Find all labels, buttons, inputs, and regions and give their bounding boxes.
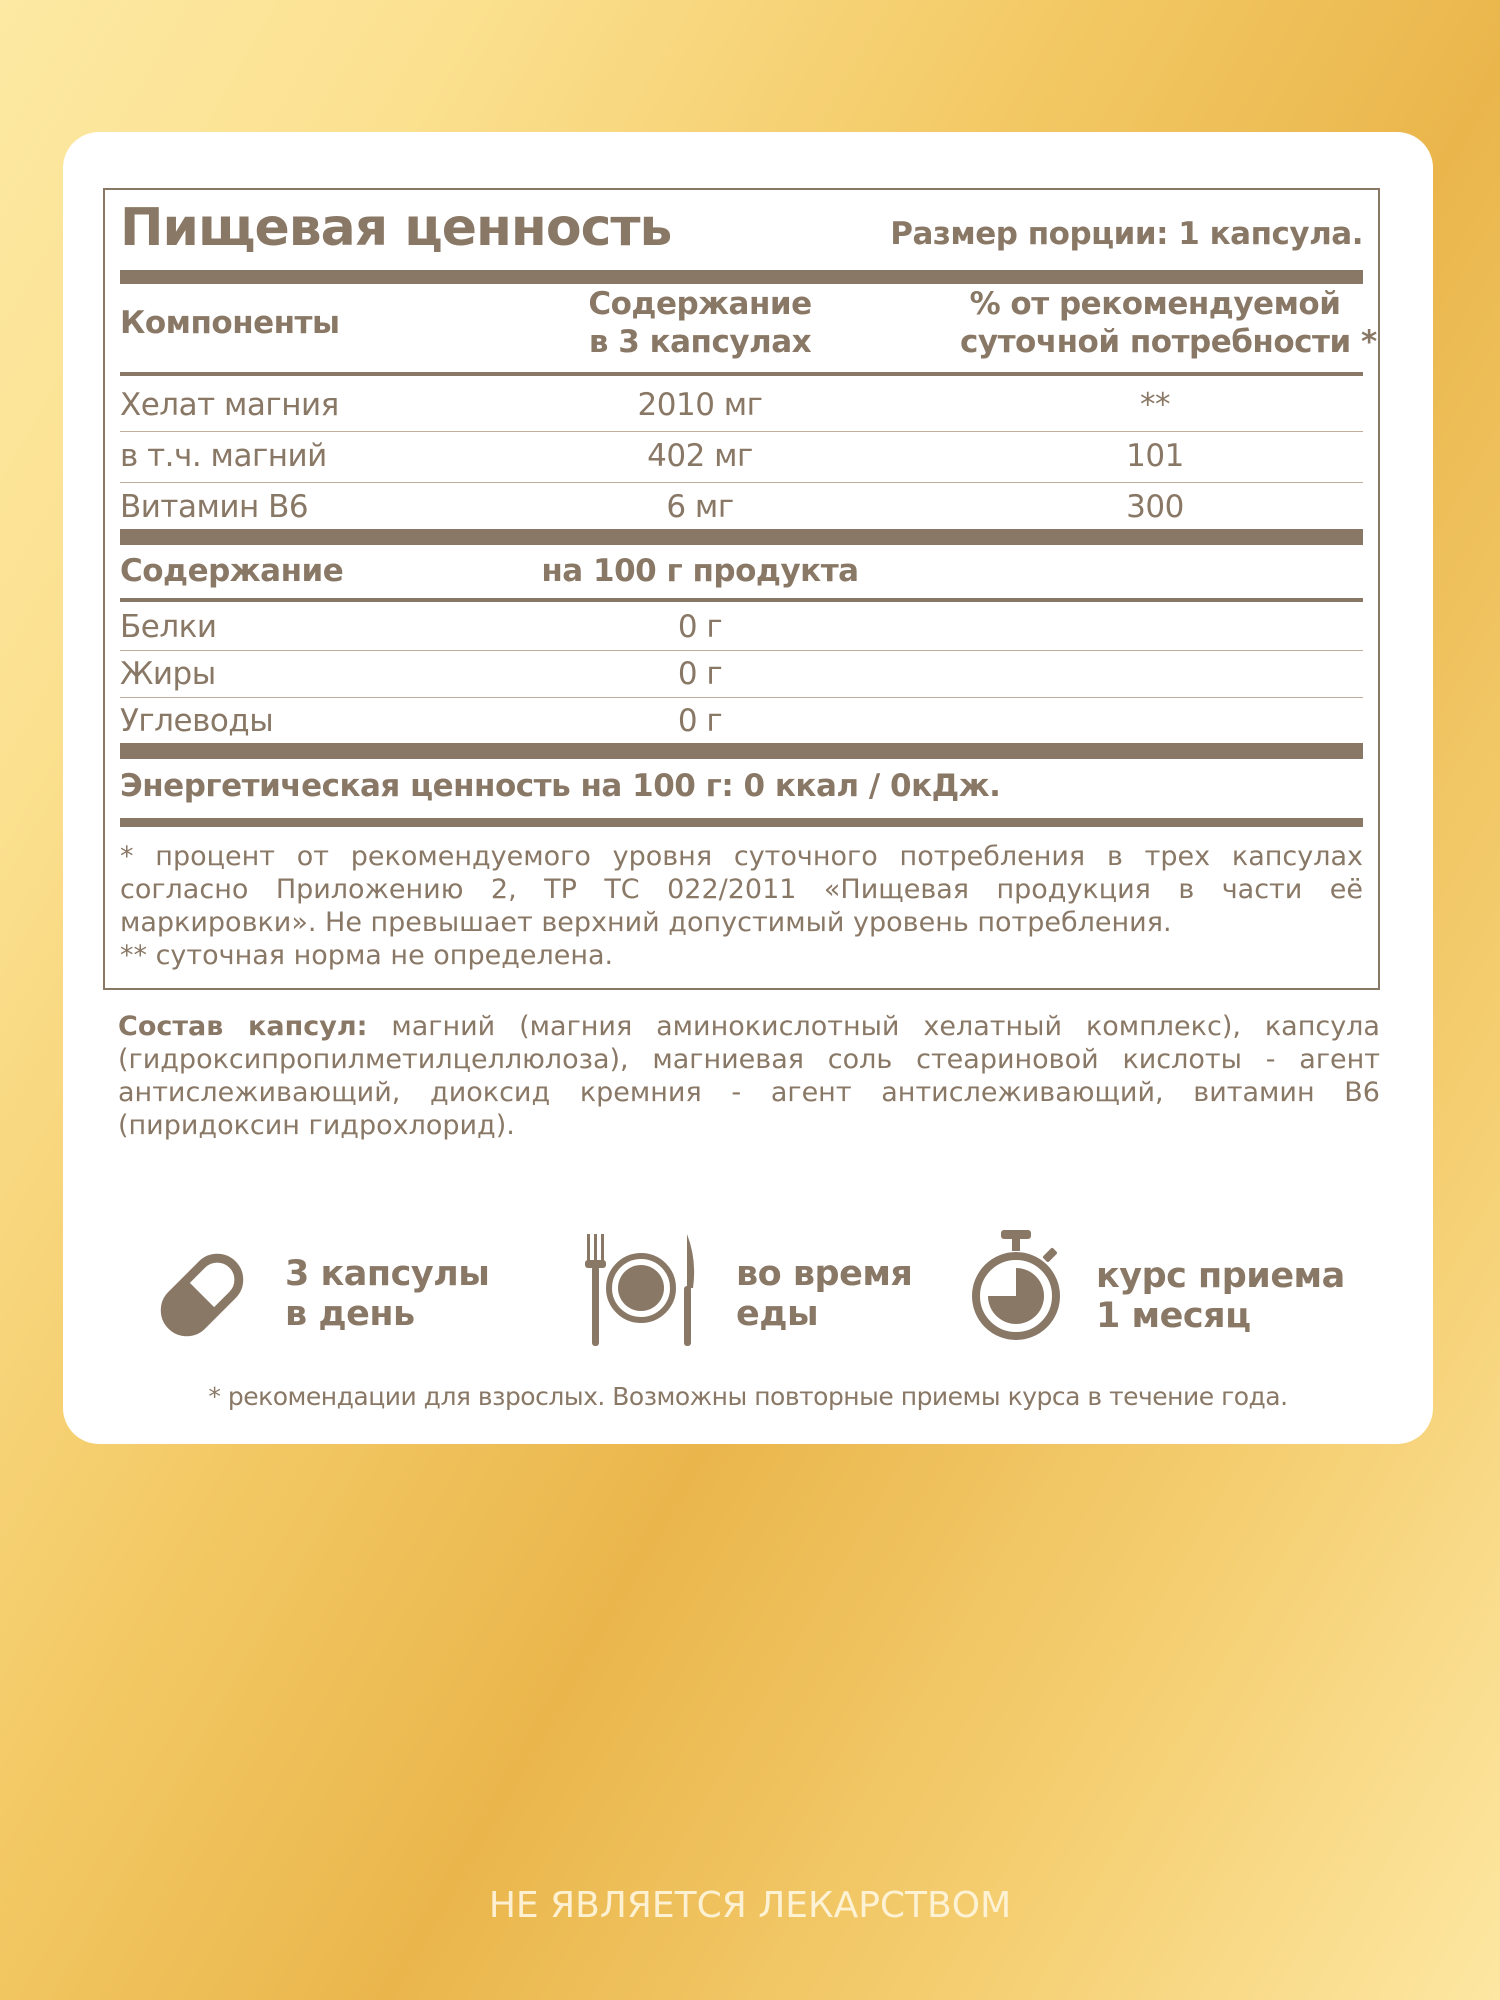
composition-text: магний (магния аминокислотный хелатный комплекс), капсула (гидроксипропилметилцеллюлоза), магниевая соль стеариновой кислоты - агент антислеживающий, диоксид кремния - агент антислеживающий, витамин В6 (пиридоксин гидрохлорид). [118,1011,1380,1141]
divider-thick [120,270,1363,284]
header-content-line2: в 3 капсулах [588,324,812,360]
macros-header-label: Содержание [120,553,344,589]
row-name: Витамин В6 [120,489,309,525]
energy-value: Энергетическая ценность на 100 г: 0 ккал / 0кДж. [120,768,1001,804]
row-divider [120,431,1363,432]
row-divider [120,482,1363,483]
header-percent-line1: % от рекомендуемой [969,286,1341,322]
row-percent: ** [1140,387,1170,423]
row-amount: 402 мг [647,438,753,474]
divider-thick [120,818,1363,827]
header-percent-line2: суточной потребности * [960,324,1377,360]
divider-thick [120,743,1363,759]
usage-icons [63,1236,1433,1366]
stopwatch-icon [968,1228,1064,1350]
panel-title: Пищевая ценность [120,198,672,258]
usage-line1: 3 капсулы [285,1254,490,1294]
row-divider [120,650,1363,651]
capsule-icon [153,1246,251,1348]
row-amount: 2010 мг [637,387,763,423]
header-content-line1: Содержание [588,286,812,322]
row-name: в т.ч. магний [120,438,327,474]
macro-value: 0 г [677,656,723,692]
row-divider [120,697,1363,698]
usage-line1: во время [736,1254,913,1294]
macros-header-per: на 100 г продукта [541,553,859,589]
row-amount: 6 мг [666,489,734,525]
usage-text [285,1254,489,1334]
macro-name: Жиры [120,656,216,692]
usage-text [1096,1256,1345,1336]
footnote-percent: * процент от рекомендуемого уровня суточного потребления в трех капсулах согласно Приложению 2, ТР ТС 022/2011 «Пищевая продукция в части её маркировки». Не превышает верхний допустимый уровень потребления. [120,841,1363,938]
serving-size: Размер порции: 1 капсула. [890,216,1363,252]
macro-value: 0 г [677,703,723,739]
macro-value: 0 г [677,609,723,645]
usage-line2: 1 месяц [1096,1296,1251,1336]
macro-name: Углеводы [120,703,274,739]
usage-line2: в день [285,1294,415,1334]
composition [118,1010,1380,1142]
row-name: Хелат магния [120,387,339,423]
footnotes [120,840,1363,972]
footnote-norm: ** суточная норма не определена. [120,940,614,971]
usage-line2: еды [736,1294,819,1334]
info-card [63,132,1433,1444]
row-percent: 101 [1126,438,1184,474]
divider-thick [120,529,1363,545]
composition-label: Состав капсул: [118,1011,368,1042]
usage-text [736,1254,912,1334]
divider-medium [120,372,1363,376]
row-percent: 300 [1126,489,1184,525]
header-components: Компоненты [120,305,340,341]
nutrition-facts-panel [103,188,1380,990]
usage-line1: курс приема [1096,1256,1345,1296]
divider-medium [120,598,1363,602]
adult-recommendation-note: * рекомендации для взрослых. Возможны повторные приемы курса в течение года. [208,1382,1288,1411]
plate-cutlery-icon [583,1230,699,1354]
not-a-medicine-disclaimer: НЕ ЯВЛЯЕТСЯ ЛЕКАРСТВОМ [488,1885,1012,1926]
macro-name: Белки [120,609,217,645]
